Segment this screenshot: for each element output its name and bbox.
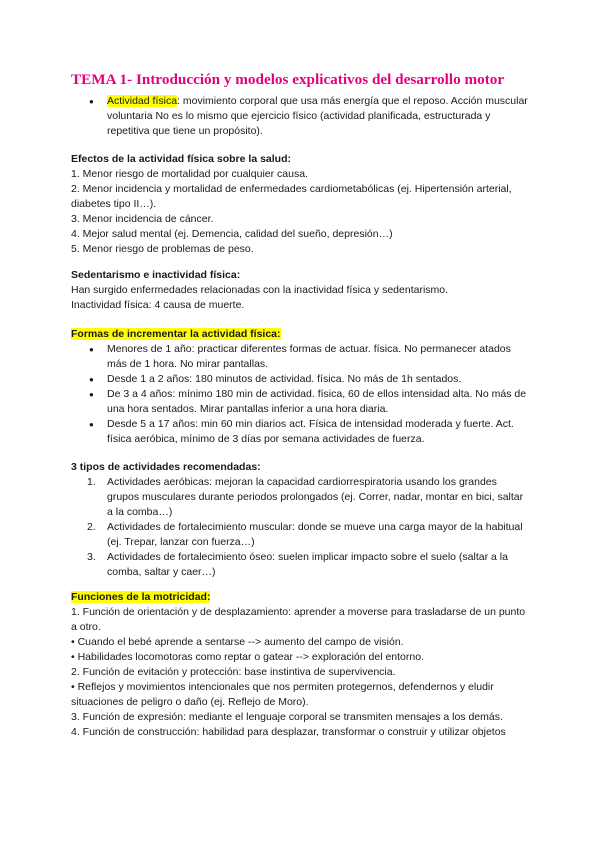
- activity-number: 3.: [87, 551, 96, 563]
- sedentary-line: Han surgido enfermedades relacionadas con la inactividad física y sedentarismo.: [71, 284, 449, 296]
- increase-item: ● Desde 5 a 17 años: min 60 min diarios act. Física de intensidad moderada y fuerte. Act. física aeróbica, mínimo de 3 días por semana actividades de fuerza.: [71, 417, 531, 447]
- effects-item: 1. Menor riesgo de mortalidad por cualquier causa.: [71, 168, 308, 180]
- functions-line: 1. Función de orientación y de desplazamiento: aprender a moverse para trasladarse de un punto a otro.: [71, 606, 526, 633]
- activity-item: [71, 475, 531, 520]
- activity-item: [71, 520, 531, 550]
- functions-line: • Reflejos y movimientos intencionales que nos permiten protegernos, defendernos y eludir situaciones de peligro o daño (ej. Reflejo de Moro).: [71, 681, 494, 708]
- activities-heading: 3 tipos de actividades recomendadas:: [71, 461, 261, 473]
- functions-line: 2. Función de evitación y protección: base instintiva de supervivencia.: [71, 666, 396, 678]
- increase-item: ● Menores de 1 año: practicar diferentes formas de actuar. física. No permanecer atados más de 1 hora. No mirar pantallas.: [71, 342, 531, 372]
- effects-heading: Efectos de la actividad física sobre la salud:: [71, 153, 291, 165]
- intro-bullet: [71, 94, 531, 139]
- effects-item: 4. Mejor salud mental (ej. Demencia, calidad del sueño, depresión…): [71, 228, 393, 240]
- increase-item: ● De 3 a 4 años: mínimo 180 min de actividad. física, 60 de ellos intensidad alta. No más de una hora sentados. Mirar pantallas inferior a una hora diaria.: [71, 387, 531, 417]
- functions-line: • Cuando el bebé aprende a sentarse --> aumento del campo de visión.: [71, 636, 404, 648]
- functions-heading: Funciones de la motricidad:: [71, 591, 211, 603]
- activity-number: 2.: [87, 521, 96, 533]
- functions-line: 4. Función de construcción: habilidad para desplazar, transformar o construir y utilizar objetos: [71, 726, 506, 738]
- document-title: TEMA 1- Introducción y modelos explicativos del desarrollo motor: [71, 71, 505, 88]
- intro-term: Actividad física: [107, 95, 178, 107]
- activity-number: 1.: [87, 476, 96, 488]
- activity-text: Actividades de fortalecimiento muscular: donde se mueve una carga mayor de la habitual (ej. Trepar, lanzar con fuerza…): [107, 521, 523, 548]
- functions-section: [71, 590, 531, 740]
- increase-section: [71, 327, 531, 447]
- functions-line: • Habilidades locomotoras como reptar o gatear --> exploración del entorno.: [71, 651, 424, 663]
- activities-section: [71, 460, 531, 580]
- activity-item: [71, 550, 531, 580]
- effects-section: [71, 152, 531, 257]
- increase-item: ● Desde 1 a 2 años: 180 minutos de actividad. física. No más de 1h sentados.: [71, 372, 531, 387]
- sedentary-section: [71, 268, 531, 313]
- increase-heading: Formas de incrementar la actividad física:: [71, 328, 281, 340]
- sedentary-heading: Sedentarismo e inactividad física:: [71, 269, 241, 281]
- sedentary-line: Inactividad física: 4 causa de muerte.: [71, 299, 245, 311]
- effects-item: 5. Menor riesgo de problemas de peso.: [71, 243, 254, 255]
- intro-section: [71, 94, 531, 139]
- effects-item: 2. Menor incidencia y mortalidad de enfermedades cardiometabólicas (ej. Hipertensión arterial, diabetes tipo II…).: [71, 183, 512, 210]
- functions-line: 3. Función de expresión: mediante el lenguaje corporal se transmiten mensajes a los demás.: [71, 711, 503, 723]
- activity-text: Actividades de fortalecimiento óseo: suelen implicar impacto sobre el suelo (saltar a la comba, saltar y caer…): [107, 551, 508, 578]
- effects-item: 3. Menor incidencia de cáncer.: [71, 213, 214, 225]
- intro-definition: : movimiento corporal que usa más energía que el reposo. Acción muscular voluntaria No es lo mismo que ejercicio físico (actividad planificada, estructurada y repetitiva que tiene un propósito).: [107, 95, 528, 137]
- activity-text: Actividades aeróbicas: mejoran la capacidad cardiorrespiratoria usando los grandes grupos musculares durante periodos prolongados (ej. Correr, nadar, montar en bici, saltar a la comba…): [107, 476, 524, 518]
